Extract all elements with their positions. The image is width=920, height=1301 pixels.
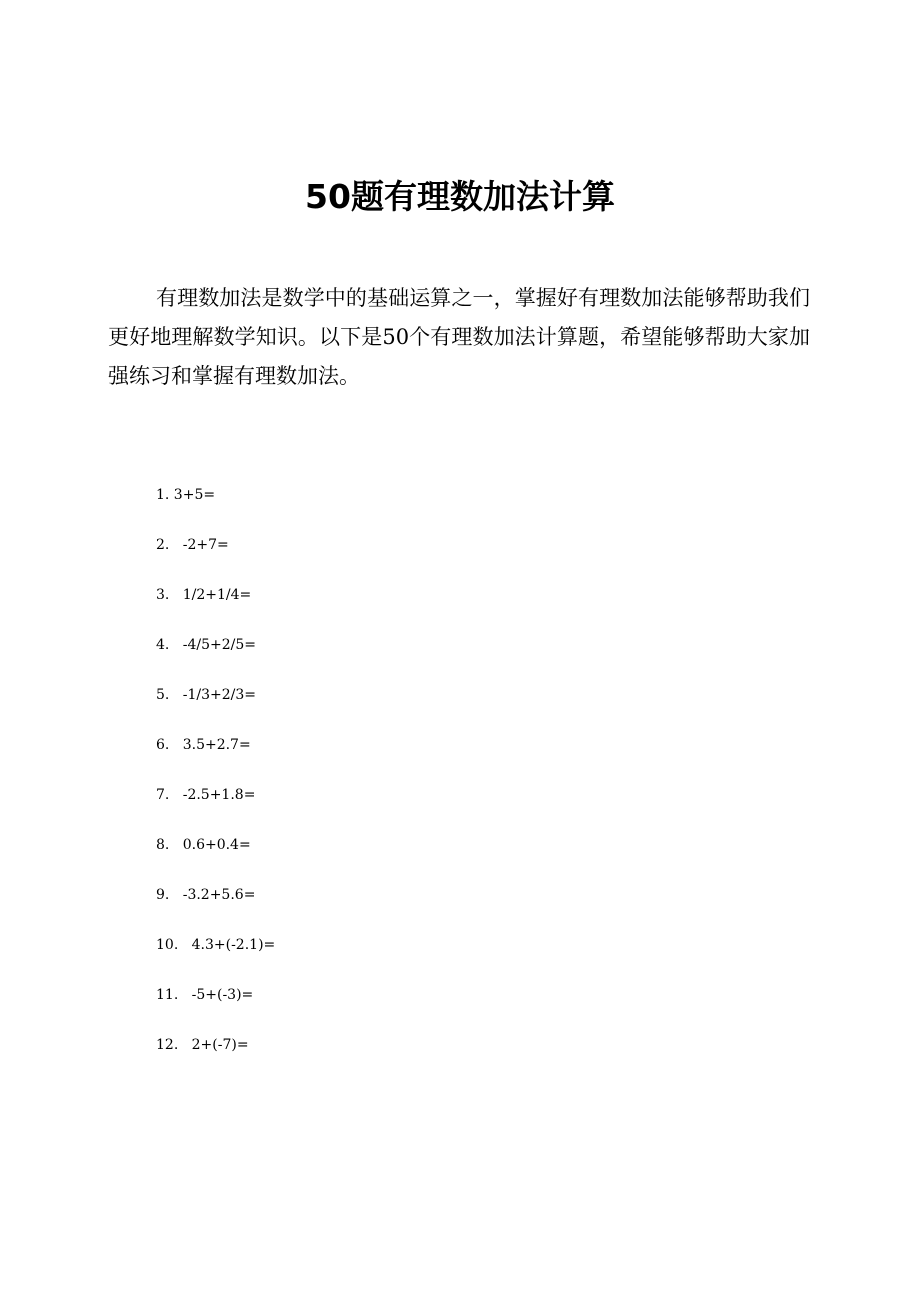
problem-item: 2. -2+7= <box>156 537 229 553</box>
problem-item: 9. -3.2+5.6= <box>156 887 256 903</box>
problem-item: 1. 3+5= <box>156 487 216 503</box>
problem-item: 3. 1/2+1/4= <box>156 587 252 603</box>
problem-item: 12. 2+(-7)= <box>156 1037 249 1053</box>
problem-item: 6. 3.5+2.7= <box>156 737 251 753</box>
problem-item: 8. 0.6+0.4= <box>156 837 251 853</box>
problem-item: 4. -4/5+2/5= <box>156 637 256 653</box>
problem-item: 7. -2.5+1.8= <box>156 787 256 803</box>
page-title: 50题有理数加法计算 <box>305 177 615 216</box>
intro-paragraph: 有理数加法是数学中的基础运算之一，掌握好有理数加法能够帮助我们更好地理解数学知识。以下是50个有理数加法计算题，希望能够帮助大家加强练习和掌握有理数加法。 <box>108 286 810 388</box>
problem-item: 11. -5+(-3)= <box>156 987 254 1003</box>
problem-list <box>156 480 275 1080</box>
problem-item: 10. 4.3+(-2.1)= <box>156 937 276 953</box>
problem-item: 5. -1/3+2/3= <box>156 687 256 703</box>
